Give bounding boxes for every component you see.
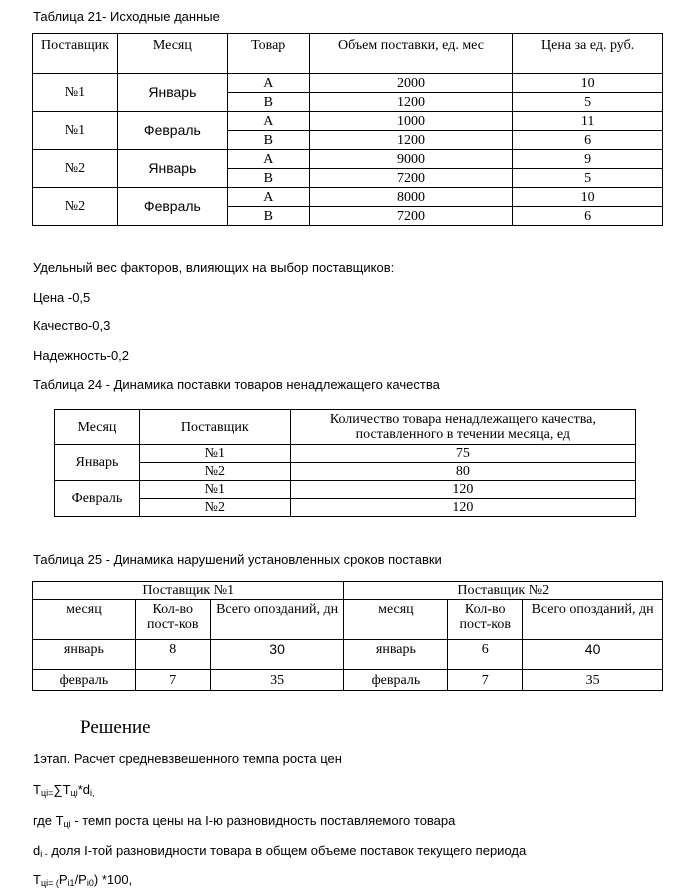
table-row	[33, 188, 663, 207]
cell-month: Январь	[55, 445, 140, 481]
cell-volume: 7200	[309, 169, 513, 188]
col-header-month: месяц	[344, 600, 448, 640]
cell-product: А	[227, 112, 309, 131]
col-header-price: Цена за ед. руб.	[513, 34, 663, 74]
table-row	[33, 150, 663, 169]
table21-caption: Таблица 21- Исходные данные	[33, 9, 220, 24]
formula-price-growth: $Т_{цi= (}Р_{i1}/Р_{i0}$) *100,	[33, 872, 133, 888]
where-definition: где $Т_{цi}$ - темп роста цены на I-ю разновидность поставляемого товара	[33, 813, 456, 829]
cell-month: Январь	[117, 74, 227, 112]
cell-month: январь	[344, 640, 448, 670]
supplier1-header: Поставщик №1	[33, 582, 344, 600]
cell-delay: 35	[210, 670, 344, 691]
cell-price: 10	[513, 188, 663, 207]
cell-month: Январь	[117, 150, 227, 188]
cell-month: февраль	[344, 670, 448, 691]
cell-month: Февраль	[117, 112, 227, 150]
cell-supplier: №2	[139, 499, 290, 517]
cell-delay: 30	[210, 640, 344, 670]
delays-table	[32, 581, 663, 691]
cell-supplier: №1	[33, 74, 118, 112]
cell-defect-qty: 120	[290, 499, 635, 517]
col-header-count: Кол-во пост-ков	[448, 600, 523, 640]
cell-product: В	[227, 131, 309, 150]
cell-product: А	[227, 150, 309, 169]
col-header-delay: Всего опозданий, дн	[523, 600, 663, 640]
cell-volume: 1200	[309, 93, 513, 112]
cell-volume: 9000	[309, 150, 513, 169]
col-header-supplier: Поставщик	[33, 34, 118, 74]
cell-count: 7	[135, 670, 210, 691]
cell-product: В	[227, 207, 309, 226]
col-header-month: Месяц	[55, 410, 140, 445]
table-row	[55, 445, 636, 463]
cell-product: В	[227, 169, 309, 188]
cell-defect-qty: 80	[290, 463, 635, 481]
source-data-table	[32, 33, 663, 226]
table25-caption: Таблица 25 - Динамика нарушений установленных сроков поставки	[33, 552, 442, 567]
cell-volume: 2000	[309, 74, 513, 93]
table-row	[33, 112, 663, 131]
cell-price: 6	[513, 131, 663, 150]
cell-volume: 1000	[309, 112, 513, 131]
cell-volume: 1200	[309, 131, 513, 150]
table24-caption: Таблица 24 - Динамика поставки товаров ненадлежащего качества	[33, 377, 440, 392]
cell-price: 9	[513, 150, 663, 169]
cell-month: Февраль	[117, 188, 227, 226]
cell-price: 6	[513, 207, 663, 226]
cell-count: 8	[135, 640, 210, 670]
col-header-volume: Объем поставки, ед. мес	[309, 34, 513, 74]
col-header-month: Месяц	[117, 34, 227, 74]
cell-product: А	[227, 188, 309, 207]
cell-product: В	[227, 93, 309, 112]
cell-price: 5	[513, 169, 663, 188]
cell-supplier: №1	[139, 445, 290, 463]
cell-delay: 40	[523, 640, 663, 670]
formula-weighted-growth: $Т_{цi=}\sum Т_{цi}*d_{i,}$	[33, 782, 95, 798]
weight-reliability: Надежность-0,2	[33, 348, 130, 363]
cell-price: 5	[513, 93, 663, 112]
cell-price: 10	[513, 74, 663, 93]
weight-price: Цена -0,5	[33, 290, 91, 305]
cell-product: А	[227, 74, 309, 93]
cell-defect-qty: 75	[290, 445, 635, 463]
cell-price: 11	[513, 112, 663, 131]
cell-supplier: №2	[139, 463, 290, 481]
cell-volume: 7200	[309, 207, 513, 226]
cell-supplier: №2	[33, 150, 118, 188]
cell-volume: 8000	[309, 188, 513, 207]
cell-count: 7	[448, 670, 523, 691]
table-row	[55, 499, 636, 517]
share-definition: $d_{i -}$ доля I-той разновидности товара в общем объеме поставок текущего периода	[33, 843, 527, 859]
table-row	[55, 463, 636, 481]
cell-defect-qty: 120	[290, 481, 635, 499]
cell-supplier: №1	[139, 481, 290, 499]
supplier2-header: Поставщик №2	[344, 582, 663, 600]
cell-supplier: №2	[33, 188, 118, 226]
table-row	[33, 74, 663, 93]
cell-month: Февраль	[55, 481, 140, 517]
step1-title: 1этап. Расчет средневзвешенного темпа роста цен	[33, 751, 342, 766]
cell-supplier: №1	[33, 112, 118, 150]
cell-month: февраль	[33, 670, 136, 691]
col-header-delay: Всего опозданий, дн	[210, 600, 344, 640]
col-header-defect-qty: Количество товара ненадлежащего качества, поставленного в течении месяца, ед	[290, 410, 635, 445]
col-header-product: Товар	[227, 34, 309, 74]
solution-heading: Решение	[80, 717, 151, 738]
cell-delay: 35	[523, 670, 663, 691]
table-row	[55, 481, 636, 499]
col-header-count: Кол-во пост-ков	[135, 600, 210, 640]
col-header-month: месяц	[33, 600, 136, 640]
table-row	[33, 670, 663, 691]
cell-count: 6	[448, 640, 523, 670]
weight-quality: Качество-0,3	[33, 318, 111, 333]
quality-table	[54, 409, 636, 517]
cell-month: январь	[33, 640, 136, 670]
table-row	[33, 640, 663, 670]
weights-intro: Удельный вес факторов, влияющих на выбор поставщиков:	[33, 260, 395, 275]
col-header-supplier: Поставщик	[139, 410, 290, 445]
